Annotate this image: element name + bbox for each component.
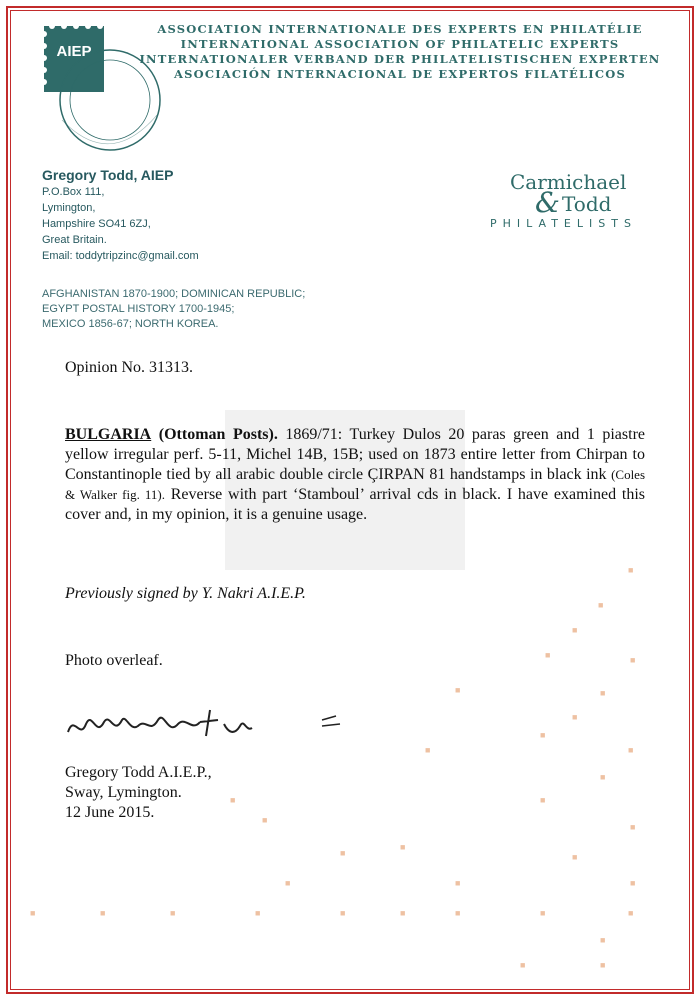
association-line-en: INTERNATIONAL ASSOCIATION OF PHILATELIC EXPERTS — [180, 37, 620, 51]
specialty-line: EGYPT POSTAL HISTORY 1700-1945; — [42, 303, 235, 315]
security-mark-icon: ■ — [170, 908, 176, 918]
association-names — [130, 22, 670, 82]
security-mark-icon: ■ — [600, 772, 606, 782]
security-mark-icon: ■ — [630, 878, 636, 888]
specialty-line: AFGHANISTAN 1870-1900; DOMINICAN REPUBLIC; — [42, 288, 306, 300]
security-mark-icon: ■ — [545, 650, 551, 660]
security-mark-icon: ■ — [400, 842, 406, 852]
security-mark-icon: ■ — [30, 908, 36, 918]
sender-name: Gregory Todd, AIEP — [42, 167, 174, 183]
previously-signed: Previously signed by Y. Nakri A.I.E.P. — [65, 585, 306, 602]
security-mark-icon: ■ — [572, 852, 578, 862]
specialty-line: MEXICO 1856-67; NORTH KOREA. — [42, 318, 219, 330]
description-text-2: Reverse with part ‘Stamboul’ arrival cds in black. I have examined this cover and, in my opinion, it is a genuine usage. — [65, 486, 646, 523]
closing-block — [65, 763, 645, 823]
security-mark-icon: ■ — [400, 908, 406, 918]
address-line: P.O.Box 111, — [42, 186, 105, 198]
address-line: Lymington, — [42, 202, 96, 214]
security-mark-icon: ■ — [255, 908, 261, 918]
security-mark-icon: ■ — [100, 908, 106, 918]
security-mark-icon: ■ — [425, 745, 431, 755]
association-line-es: ASOCIACIÓN INTERNACIONAL DE EXPERTOS FILATÉLICOS — [174, 67, 626, 81]
security-mark-icon: ■ — [455, 685, 461, 695]
brand-carmichael: Carmichael — [510, 170, 627, 194]
association-line-fr: ASSOCIATION INTERNATIONALE DES EXPERTS EN PHILATÉLIE — [157, 22, 643, 36]
sender-block — [42, 167, 199, 264]
logo-text: AIEP — [56, 43, 92, 60]
security-mark-icon: ■ — [572, 712, 578, 722]
security-mark-icon: ■ — [600, 960, 606, 970]
security-mark-icon: ■ — [340, 908, 346, 918]
security-mark-icon: ■ — [520, 960, 526, 970]
security-mark-icon: ■ — [455, 908, 461, 918]
brand-todd: Todd — [562, 192, 612, 216]
security-mark-icon: ■ — [230, 795, 236, 805]
security-mark-icon: ■ — [630, 655, 636, 665]
address-line: Great Britain. — [42, 234, 107, 246]
security-mark-icon: ■ — [598, 600, 604, 610]
security-mark-icon: ■ — [540, 730, 546, 740]
brand-ampersand: & — [535, 186, 560, 219]
security-mark-icon: ■ — [285, 878, 291, 888]
security-mark-icon: ■ — [628, 745, 634, 755]
photo-note: Photo overleaf. — [65, 652, 163, 669]
security-mark-icon: ■ — [540, 795, 546, 805]
carmichael-todd-logo — [490, 170, 660, 250]
security-mark-icon: ■ — [628, 908, 634, 918]
security-mark-icon: ■ — [340, 848, 346, 858]
description-text: 1869/71: Turkey Dulos 20 paras green and 1 piastre yellow irregular perf. 5-11, Michel 14B, 15B; used on 1873 entire letter from Chirpan to Constantinople tied by all arabic double circle ÇIRPAN 81 handstamps in black ink — [65, 426, 646, 483]
security-mark-icon: ■ — [630, 822, 636, 832]
closing-name: Gregory Todd A.I.E.P., — [65, 764, 212, 781]
security-mark-icon: ■ — [572, 625, 578, 635]
certificate-description — [65, 425, 645, 525]
security-mark-icon: ■ — [455, 878, 461, 888]
email-line: Email: toddytripzinc@gmail.com — [42, 250, 199, 262]
security-mark-icon: ■ — [262, 815, 268, 825]
security-mark-icon: ■ — [540, 908, 546, 918]
association-line-de: INTERNATIONALER VERBAND DER PHILATELISTISCHEN EXPERTEN — [139, 52, 661, 66]
address-line: Hampshire SO41 6ZJ, — [42, 218, 151, 230]
specialties-block — [42, 287, 305, 332]
country-name: BULGARIA — [65, 426, 152, 443]
closing-place: Sway, Lymington. — [65, 784, 182, 801]
country-subtitle: (Ottoman Posts). — [158, 426, 278, 443]
security-mark-icon: ■ — [600, 935, 606, 945]
security-mark-icon: ■ — [628, 565, 634, 575]
closing-date: 12 June 2015. — [65, 804, 155, 821]
brand-philatelists: PHILATELISTS — [490, 217, 637, 230]
reference-text: (Coles & Walker fig. 11). — [65, 467, 646, 502]
signature — [60, 702, 370, 747]
opinion-number: Opinion No. 31313. — [65, 359, 193, 376]
security-mark-icon: ■ — [600, 688, 606, 698]
